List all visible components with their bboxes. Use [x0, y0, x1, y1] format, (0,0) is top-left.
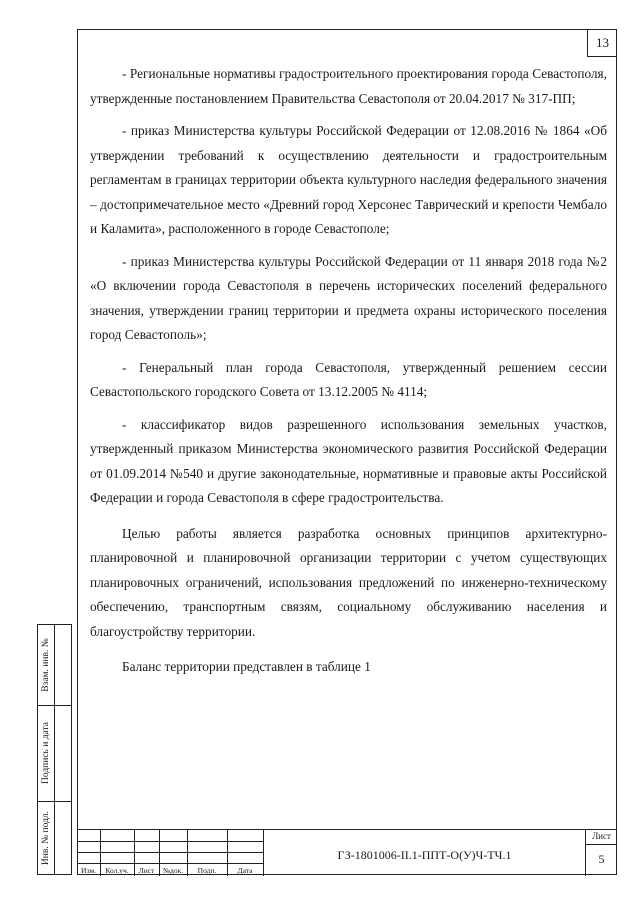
grid-line	[77, 863, 263, 864]
paragraph-balance: Баланс территории представлен в таблице 1	[122, 659, 371, 674]
paragraph-work-goal: Целью работы является разработка основных принципов архитектурно-планировочной и планировочной организации территории с учетом существующих планировочных ограничений, использования предложений по инженерно-техническому обеспечению, транспортным связям, социальному обслуживанию населения и благоустройству территории.	[90, 525, 607, 639]
sheet-label: Лист	[586, 831, 617, 845]
header-sheet: Лист	[138, 866, 155, 875]
header-signature: Подп.	[197, 866, 217, 875]
side-stamp-column-divider	[54, 625, 55, 874]
paragraph-order-1864: - приказ Министерства культуры Российской Федерации от 12.08.2016 № 1864 «Об утверждении требований к осуществлению деятельности и градостроительным регламентам в границах территории объекта культурного наследия федерального значения – достопримечательное место «Древний город Херсонес Таврический и крепости Чембало и Каламита», расположенного в городе Севастополе;	[90, 123, 607, 236]
side-stamp-signature-date-label: Подпись и дата	[41, 721, 52, 785]
sheet-cell	[585, 830, 617, 876]
side-stamp-replaced-inv-label: Взам. инв. №	[41, 638, 52, 692]
paragraph-regional-norms: - Региональные нормативы градостроительного проектирования города Севастополя, утвержденные постановлением Правительства Севастополя от 20.04.2017 № 317-ПП;	[90, 66, 607, 106]
title-block	[77, 829, 617, 875]
document-code: ГЗ-1801006-II.1-ППТ-О(У)Ч-ТЧ.1	[263, 830, 585, 876]
paragraph-order-2018: - приказ Министерства культуры Российской Федерации от 11 января 2018 года №2 «О включении города Севастополя в перечень исторических поселений федерального значения, утверждении границ территории и предмета охраны исторического поселения город Севастополь»;	[90, 253, 607, 342]
sheet-number: 5	[598, 852, 605, 866]
side-stamp-replaced-inv	[38, 625, 54, 705]
grid-line	[77, 841, 263, 842]
side-stamp	[37, 624, 72, 875]
header-quantity: Кол.уч.	[105, 866, 129, 875]
page-number: 13	[587, 29, 617, 57]
side-stamp-signature-date	[38, 705, 54, 801]
paragraph-classifier: - классификатор видов разрешенного использования земельных участков, утвержденный приказом Министерства экономического развития Российской Федерации от 01.09.2014 №540 и другие законодательные, нормативные и правовые акты Российской Федерации и города Севастополя в сфере градостроительства.	[90, 416, 607, 505]
title-block-revision-grid	[77, 830, 263, 876]
grid-line	[77, 852, 263, 853]
paragraph-general-plan: - Генеральный план города Севастополя, утвержденный решением сессии Севастопольского городского Совета от 13.12.2005 № 4114;	[90, 359, 607, 399]
header-date: Дата	[237, 866, 253, 875]
body-text	[90, 62, 607, 680]
side-stamp-original-inv-label: Инв. № подл.	[41, 810, 52, 866]
header-change: Изм.	[81, 866, 96, 875]
header-doc-number: №док.	[162, 866, 184, 875]
side-stamp-original-inv	[38, 801, 54, 875]
